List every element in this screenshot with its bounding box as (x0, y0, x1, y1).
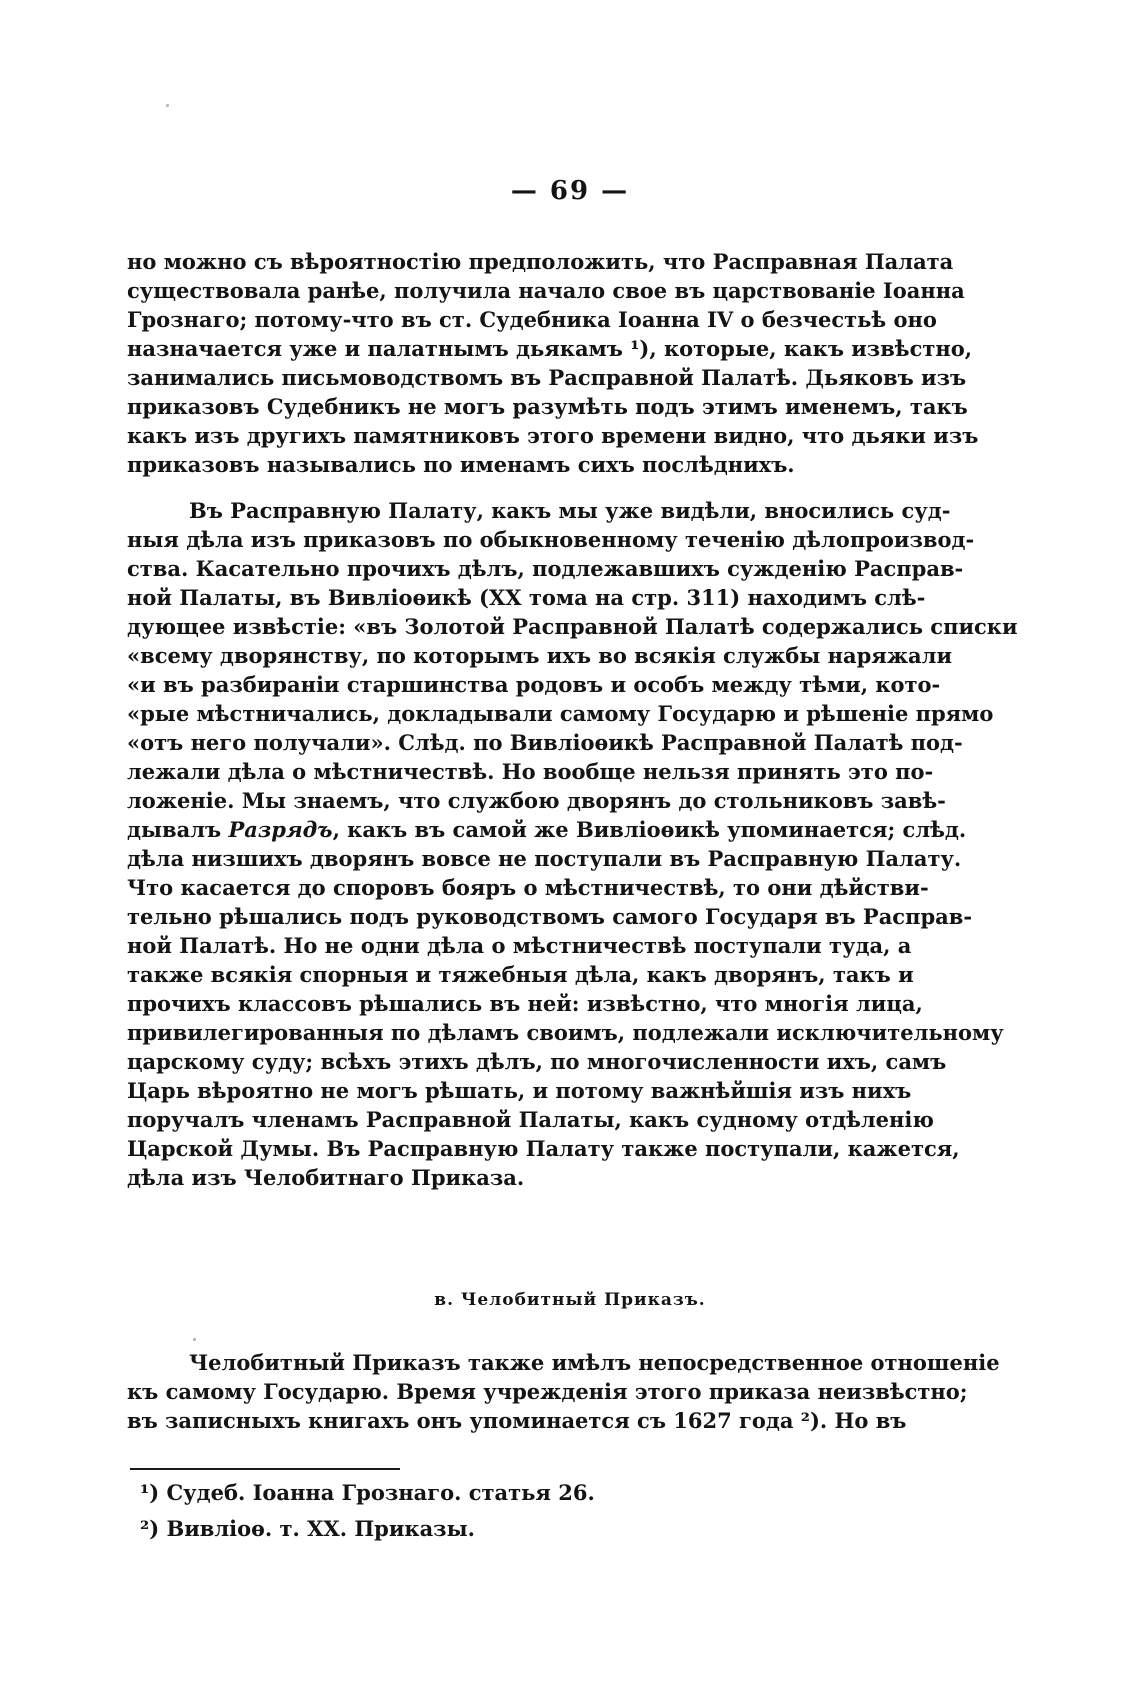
paragraph-1 (127, 247, 979, 479)
text-line: ложеніе. Мы знаемъ, что службою дворянъ до стольниковъ завѣ- (127, 788, 946, 813)
text-line: приказовъ назывались по именамъ сихъ послѣднихъ. (127, 452, 795, 477)
text-line: назначается уже и палатнымъ дьякамъ ¹), которые, какъ извѣстно, (127, 336, 973, 361)
text-line: Грознаго; потому-что въ ст. Судебника Іоанна IV о безчестьѣ оно (127, 307, 937, 332)
text-line: Что касается до споровъ бояръ о мѣстничествѣ, то они дѣйстви- (127, 875, 929, 900)
text-line: но можно съ вѣроятностію предположить, что Расправная Палата (127, 249, 954, 274)
text-line: царскому суду; всѣхъ этихъ дѣлъ, по многочисленности ихъ, самъ (127, 1049, 947, 1074)
text-line: занимались письмоводствомъ въ Расправной Палатѣ. Дьяковъ изъ (127, 365, 967, 390)
text-line: дующее извѣстіе: «въ Золотой Расправной Палатѣ содержались списки (127, 614, 1018, 639)
text-line: Царь вѣроятно не могъ рѣшать, и потому важнѣйшія изъ нихъ (127, 1078, 912, 1103)
text-line: ной Палаты, въ Вивліоѳикѣ (XX тома на стр. 311) находимъ слѣ- (127, 585, 926, 610)
text-line: дѣла изъ Челобитнаго Приказа. (127, 1165, 525, 1190)
paragraph-2 (127, 496, 1018, 1192)
scan-speck (166, 104, 169, 107)
text-line: ныя дѣла изъ приказовъ по обыкновенному теченію дѣлопроизвод- (127, 527, 975, 552)
text-line: Царской Думы. Въ Расправную Палату также поступали, кажется, (127, 1136, 960, 1161)
text-line: дывалъ Разрядъ, какъ въ самой же Вивліоѳикѣ упоминается; слѣд. (127, 817, 967, 842)
text-line: «отъ него получали». Слѣд. по Вивліоѳикѣ Расправной Палатѣ под- (127, 730, 963, 755)
footnote-1: ¹) Судеб. Іоанна Грознаго. статья 26. (140, 1480, 595, 1505)
text-line: приказовъ Судебникъ не могъ разумѣть подъ этимъ именемъ, такъ (127, 394, 968, 419)
text-line: Въ Расправную Палату, какъ мы уже видѣли, вносились суд- (189, 498, 951, 523)
text-line: «рые мѣстничались, докладывали самому Государю и рѣшеніе прямо (127, 701, 994, 726)
text-line: привилегированныя по дѣламъ своимъ, подлежали исключительному (127, 1020, 1004, 1045)
text-line: «всему дворянству, по которымъ ихъ во всякія службы наряжали (127, 643, 953, 668)
text-line: прочихъ классовъ рѣшались въ ней: извѣстно, что многія лица, (127, 991, 923, 1016)
text-line: какъ изъ другихъ памятниковъ этого времени видно, что дьяки изъ (127, 423, 979, 448)
italic-term: Разрядъ (228, 817, 333, 842)
text-line: Челобитный Приказъ также имѣлъ непосредственное отношеніе (189, 1350, 1000, 1375)
text-line: поручалъ членамъ Расправной Палаты, какъ судному отдѣленію (127, 1107, 934, 1132)
scan-speck (193, 1338, 196, 1341)
text-line: къ самому Государю. Время учрежденія этого приказа неизвѣстно; (127, 1379, 968, 1404)
text-line: лежали дѣла о мѣстничествѣ. Но вообще нельзя принять это по- (127, 759, 934, 784)
section-heading: в. Челобитный Приказъ. (434, 1290, 706, 1310)
text-line: ства. Касательно прочихъ дѣлъ, подлежавшихъ сужденію Расправ- (127, 556, 964, 581)
text-line: ной Палатѣ. Но не одни дѣла о мѣстничествѣ поступали туда, а (127, 933, 912, 958)
footnote-2: ²) Вивліоѳ. т. XX. Приказы. (140, 1516, 475, 1541)
text-line: дѣла низшихъ дворянъ вовсе не поступали въ Расправную Палату. (127, 846, 962, 871)
paragraph-3 (127, 1348, 1000, 1435)
text-line: существовала ранѣе, получила начало свое въ царствованіе Іоанна (127, 278, 965, 303)
page-number: — 69 — (510, 176, 630, 206)
text-line: также всякія спорныя и тяжебныя дѣла, какъ дворянъ, такъ и (127, 962, 914, 987)
text-line: тельно рѣшались подъ руководствомъ самого Государя въ Расправ- (127, 904, 973, 929)
footnote-rule (130, 1468, 400, 1470)
text-line: «и въ разбираніи старшинства родовъ и особъ между тѣми, кото- (127, 672, 941, 697)
text-line: въ записныхъ книгахъ онъ упоминается съ 1627 года ²). Но въ (127, 1408, 907, 1433)
